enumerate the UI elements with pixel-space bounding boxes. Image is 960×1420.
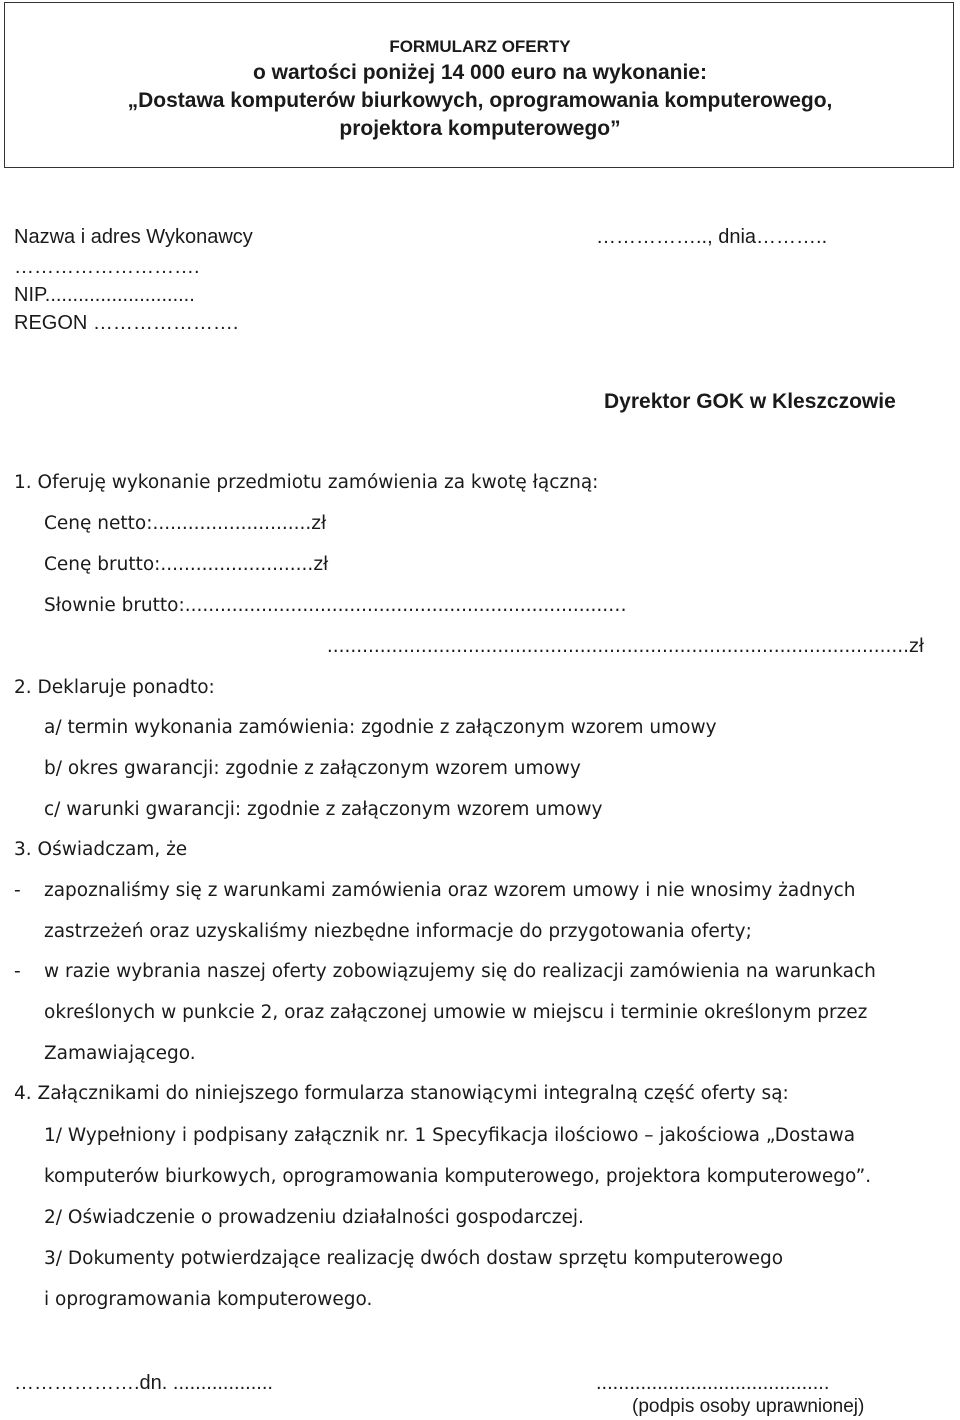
form-subject-line1: „Dostawa komputerów biurkowych, oprogramowania komputerowego, <box>127 89 833 112</box>
form-subtitle: o wartości poniżej 14 000 euro na wykonanie: <box>253 61 707 84</box>
section2-title: 2. Deklaruje ponadto: <box>14 677 215 698</box>
attachment3-line1: 3/ Dokumenty potwierdzające realizację dwóch dostaw sprzętu komputerowego <box>44 1248 784 1269</box>
section1-title: 1. Oferuję wykonanie przedmiotu zamówienia za kwotę łączną: <box>14 472 599 493</box>
price-netto: Cenę netto:...........................zł <box>44 513 327 534</box>
form-subject-line2: projektora komputerowego” <box>339 117 621 140</box>
price-words-cont: ...................................................................................................zł <box>326 636 924 657</box>
recipient: Dyrektor GOK w Kleszczowie <box>604 390 896 413</box>
attachment1-line2: komputerów biurkowych, oprogramowania komputerowego, projektora komputerowego”. <box>44 1166 872 1187</box>
regon-field: REGON …………………. <box>14 312 239 334</box>
statement2-line1: w razie wybrania naszej oferty zobowiązujemy się do realizacji zamówienia na warunkach <box>44 961 876 982</box>
term-b: b/ okres gwarancji: zgodnie z załączonym wzorem umowy <box>44 758 581 779</box>
header-box <box>4 2 954 168</box>
statement2-line3: Zamawiającego. <box>44 1043 196 1064</box>
attachment1-line1: 1/ Wypełniony i podpisany załącznik nr. 1 Specyfikacja ilościowo – jakościowa „Dostawa <box>44 1125 856 1146</box>
contractor-address-dots: ………………………. <box>14 256 200 278</box>
term-c: c/ warunki gwarancji: zgodnie z załączonym wzorem umowy <box>44 799 603 820</box>
attachment2: 2/ Oświadczenie o prowadzeniu działalności gospodarczej. <box>44 1207 584 1228</box>
footer-date: ……………….dn. .................. <box>14 1372 273 1394</box>
bullet-dash: - <box>14 961 21 982</box>
signature-dots: .......................................... <box>596 1372 830 1394</box>
section4-title: 4. Załącznikami do niniejszego formularza stanowiącymi integralną część oferty są: <box>14 1083 789 1104</box>
date-place-field: …………….., dnia……….. <box>596 226 828 248</box>
statement1-line2: zastrzeżeń oraz uzyskaliśmy niezbędne informacje do przygotowania oferty; <box>44 921 752 942</box>
section3-title: 3. Oświadczam, że <box>14 839 188 860</box>
price-brutto: Cenę brutto:..........................zł <box>44 554 329 575</box>
nip-field: NIP........................... <box>14 284 195 306</box>
bullet-dash: - <box>14 880 21 901</box>
statement2-line2: określonych w punkcie 2, oraz załączonej umowie w miejscu i terminie określonym przez <box>44 1002 868 1023</box>
attachment3-line2: i oprogramowania komputerowego. <box>44 1289 373 1310</box>
statement1-line1: zapoznaliśmy się z warunkami zamówienia oraz wzorem umowy i nie wnosimy żadnych <box>44 880 856 901</box>
form-title: FORMULARZ OFERTY <box>389 37 571 56</box>
signature-label: (podpis osoby uprawnionej) <box>632 1396 865 1417</box>
term-a: a/ termin wykonania zamówienia: zgodnie z załączonym wzorem umowy <box>44 717 717 738</box>
contractor-name-label: Nazwa i adres Wykonawcy <box>14 226 253 248</box>
price-words: Słownie brutto:........................................................................… <box>44 595 627 616</box>
